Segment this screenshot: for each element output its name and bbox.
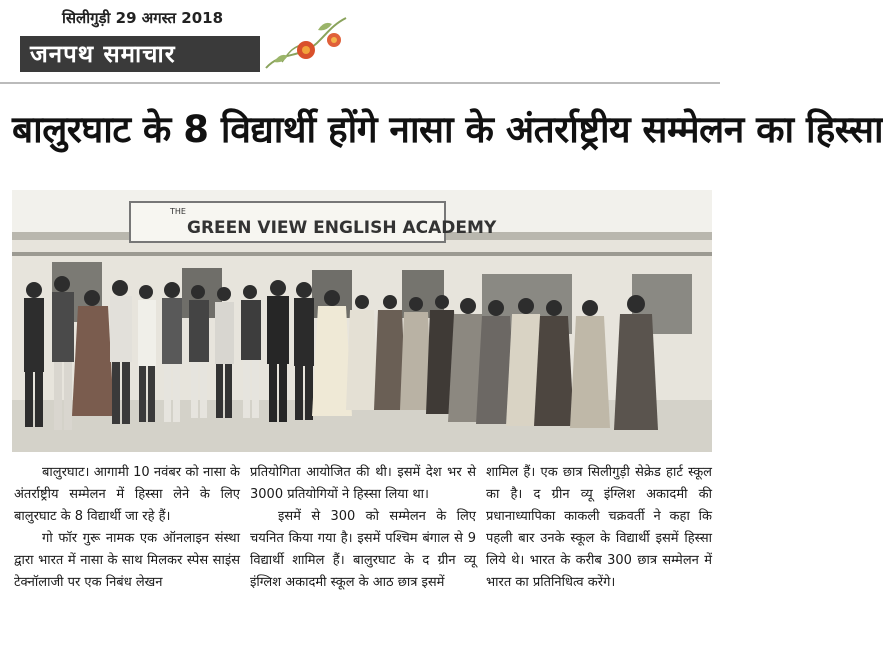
header-divider — [0, 82, 720, 84]
article-body — [14, 462, 710, 652]
dateline: सिलीगुड़ी 29 अगस्त 2018 — [62, 9, 224, 27]
paragraph: गो फॉर गुरू नामक एक ऑनलाइन संस्था द्वारा भारत में नासा के साथ मिलकर स्पेस साइंस टेक्नॉलाजी पर एक निबंध लेखन — [14, 531, 240, 590]
paragraph: प्रतियोगिता आयोजित की थी। इसमें देश भर से 3000 प्रतियोगियों ने हिस्सा लिया था। — [250, 465, 476, 502]
masthead: जनपथ समाचार — [20, 36, 260, 72]
article-column-1 — [14, 462, 240, 594]
article-column-3 — [486, 462, 712, 594]
sign-text: GREEN VIEW ENGLISH ACADEMY — [187, 218, 497, 238]
header — [0, 0, 720, 82]
group-photo — [12, 190, 712, 452]
floral-ornament-icon — [262, 10, 352, 76]
sign-prefix: THE — [170, 207, 186, 216]
paragraph: शामिल हैं। एक छात्र सिलीगुड़ी सेक्रेड हार्ट स्कूल का है। द ग्रीन व्यू इंग्लिश अकादमी की प्रधानाध्यापिका काकली चक्रवर्ती ने कहा कि पहली बार उनके स्कूल के विद्यार्थी इसमें हिस्सा लिये थे। भारत के करीब 300 छात्र सम्मेलन में भारत का प्रतिनिधित्व करेंगे। — [486, 465, 712, 590]
school-group-photo — [12, 190, 712, 452]
paragraph: बालुरघाट। आगामी 10 नवंबर को नासा के अंतर्राष्ट्रीय सम्मेलन में हिस्सा लेने के लिए बालुरघाट के 8 विद्यार्थी जा रहे हैं। — [14, 465, 240, 524]
article-column-2 — [250, 462, 476, 594]
headline: बालुरघाट के 8 विद्यार्थी होंगे नासा के अंतर्राष्ट्रीय सम्मेलन का हिस्सा — [12, 108, 883, 151]
paragraph: इसमें से 300 को सम्मेलन के लिए चयनित किया गया है। इसमें पश्चिम बंगाल से 9 विद्यार्थी शामिल हैं। बालुरघाट के द ग्रीन व्यू इंग्लिश अकादमी स्कूल के आठ छात्र इसमें — [250, 509, 476, 590]
